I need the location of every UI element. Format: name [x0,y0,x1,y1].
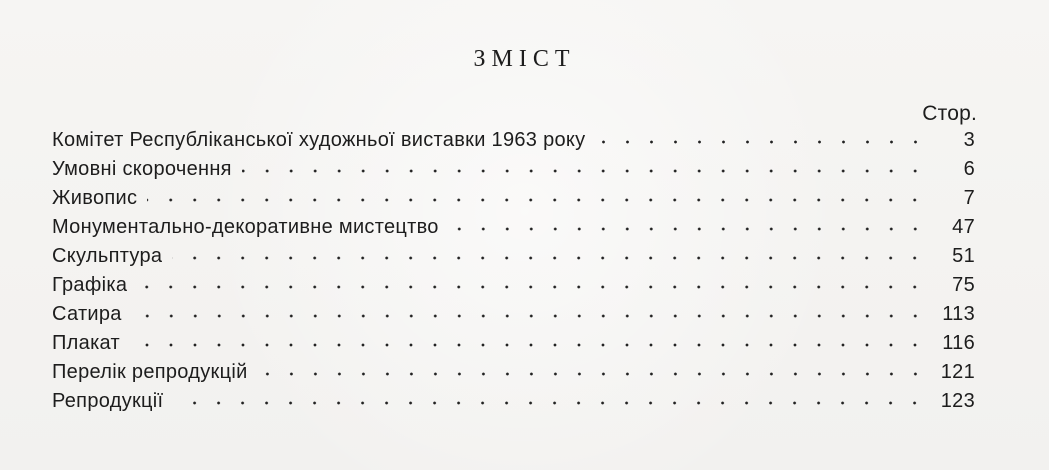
contents-title: ЗМІСТ [473,46,576,72]
toc-entry-label: Монументально-декоративне мистецтво [52,216,439,238]
table-of-contents [52,126,975,416]
toc-entry-page: 123 [940,390,975,412]
dot-leader [132,309,927,323]
dot-leader [147,193,927,207]
dot-leader [596,135,928,149]
toc-entry-label: Сатира [52,303,122,325]
toc-entry-label: Умовні скорочення [52,158,232,180]
toc-entry-label: Репродукції [52,390,164,412]
toc-entry-page: 116 [942,332,975,354]
toc-entry-label: Живопис [52,187,138,209]
dot-leader [173,396,927,410]
toc-entry-page: 121 [940,361,975,383]
toc-entry-committee [52,126,975,155]
toc-entry-label: Плакат [52,332,121,354]
dot-leader [137,280,927,294]
dot-leader [449,222,927,236]
toc-entry-page: 47 [952,216,975,238]
dot-leader [130,338,927,352]
toc-entry-label: Графіка [52,274,128,296]
dot-leader [172,251,927,265]
toc-entry-reproductions [52,387,975,416]
toc-entry-sculpture [52,242,975,271]
toc-entry-page: 113 [942,303,975,325]
toc-entry-page: 7 [963,187,975,209]
toc-entry-satire [52,300,975,329]
page-column-header: Стор. [922,102,977,125]
toc-entry-painting [52,184,975,213]
dot-leader [258,367,927,381]
toc-entry-page: 51 [952,245,975,267]
toc-entry-label: Комітет Республіканської художньої виставки 1963 року [52,129,586,151]
toc-entry-page: 3 [963,129,975,151]
toc-entry-page: 6 [963,158,975,180]
toc-entry-graphics [52,271,975,300]
toc-entry-monumental-art [52,213,975,242]
toc-entry-label: Скульптура [52,245,163,267]
toc-entry-list-of-reproductions [52,358,975,387]
toc-entry-poster [52,329,975,358]
toc-entry-label: Перелік репродукцій [52,361,248,383]
dot-leader [242,164,927,178]
toc-entry-page: 75 [952,274,975,296]
toc-entry-abbreviations [52,155,975,184]
